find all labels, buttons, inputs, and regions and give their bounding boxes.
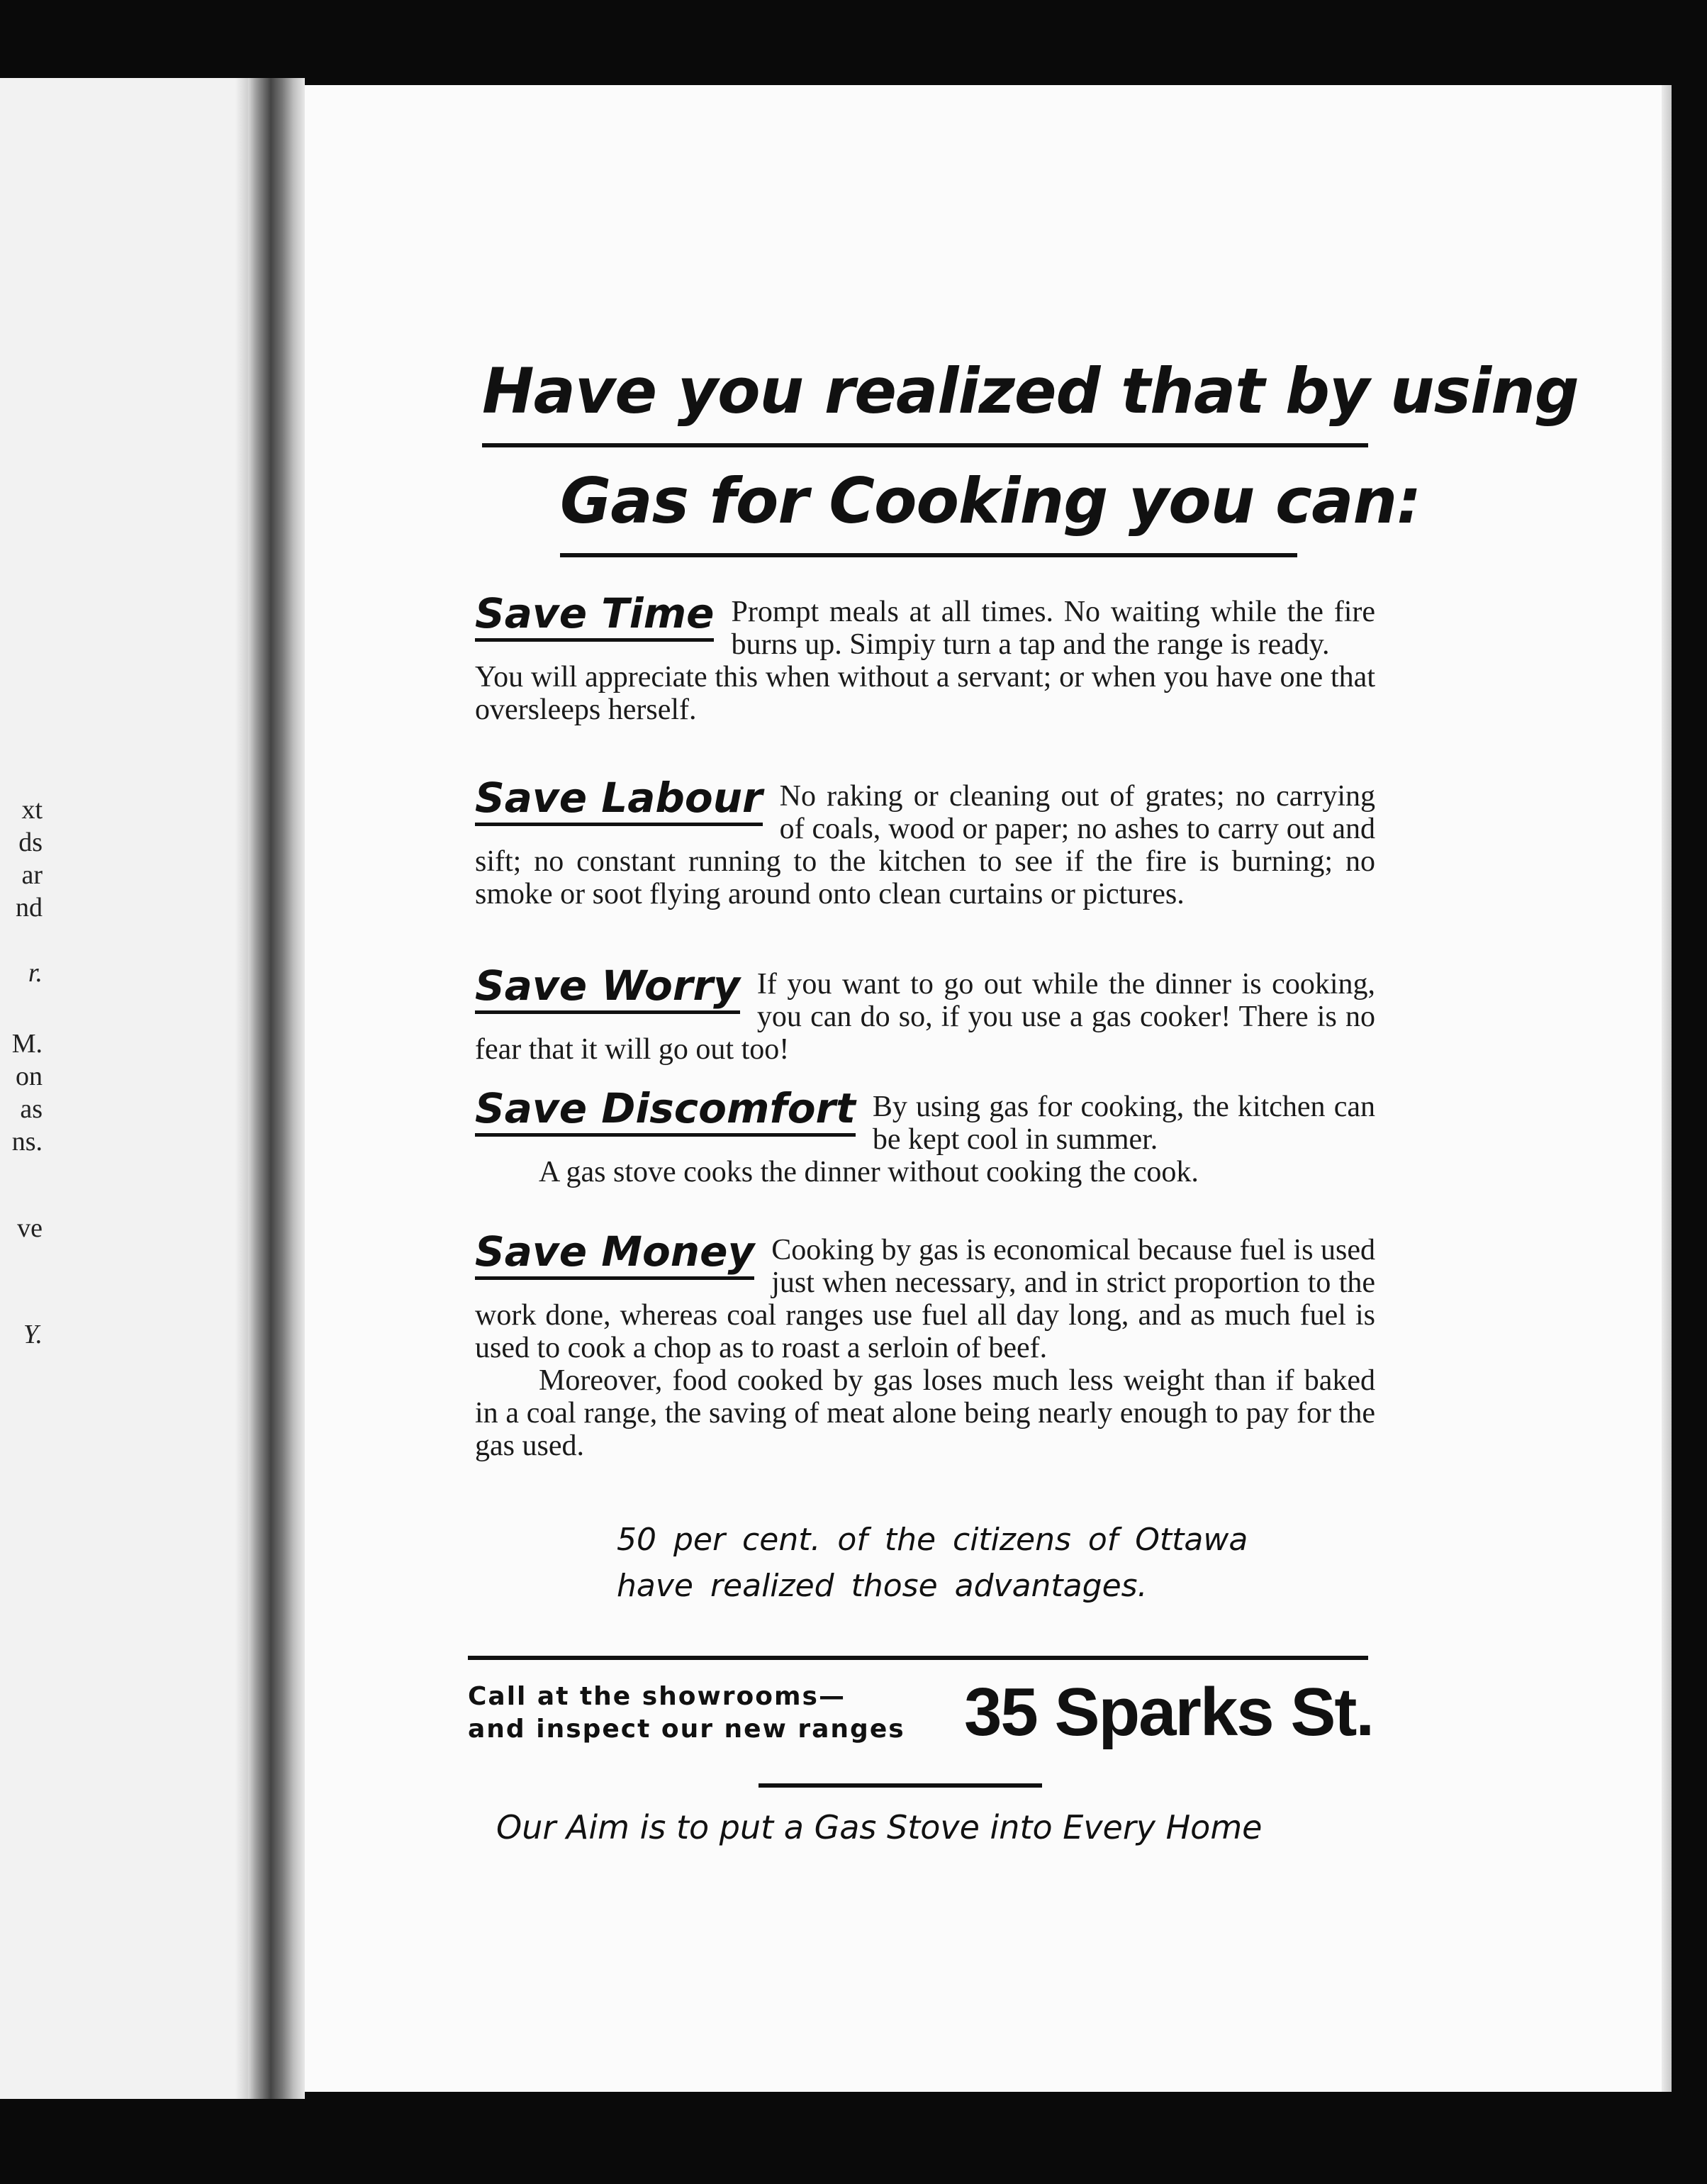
- left-page-edge: [235, 78, 248, 2099]
- company-aim: Our Aim is to put a Gas Stove into Every Home: [496, 1808, 1263, 1846]
- left-page-fragment: M.: [11, 1029, 43, 1059]
- section-save-labour: [475, 774, 1375, 910]
- left-page-fragment: xt: [21, 795, 43, 825]
- headline-rule: [482, 443, 1368, 447]
- call-to-action: [468, 1681, 964, 1746]
- left-page-fragment: ds: [18, 828, 43, 857]
- left-page-fragment: on: [16, 1062, 43, 1091]
- divider-rule: [468, 1656, 1368, 1660]
- section-title: Save Discomfort: [475, 1085, 856, 1137]
- left-page-fragment: r.: [28, 958, 43, 988]
- section-title: Save Labour: [475, 774, 763, 826]
- section-paragraph: You will appreciate this when without a servant; or when you have one that oversleeps herself.: [475, 661, 1375, 726]
- call-line-2: and inspect our new ranges: [468, 1715, 905, 1744]
- divider-rule-short: [759, 1783, 1042, 1788]
- call-line-1: Call at the showrooms—: [468, 1682, 846, 1711]
- section-save-discomfort: [475, 1084, 1375, 1188]
- left-page-fragment: as: [20, 1094, 43, 1124]
- left-page-fragment: Y.: [23, 1320, 43, 1349]
- book-gutter: [248, 78, 305, 2099]
- showroom-address: 35 Sparks St.: [964, 1674, 1373, 1750]
- left-page-fragment: nd: [16, 893, 43, 923]
- section-save-time: [475, 589, 1375, 726]
- section-paragraph: A gas stove cooks the dinner without cooking the cook.: [539, 1156, 1199, 1188]
- section-title: Save Money: [475, 1228, 754, 1280]
- section-paragraph: Prompt meals at all times. No waiting while the fire burns up. Simpiy turn a tap and the range is ready.: [731, 596, 1375, 661]
- section-paragraph: If you want to go out while the dinner is cooking, you can do so, if you use a gas cooker! There is no fear that it will go out too!: [475, 968, 1375, 1066]
- section-title: Save Worry: [475, 962, 740, 1014]
- section-paragraph: By using gas for cooking, the kitchen can be kept cool in summer.: [872, 1091, 1375, 1156]
- section-paragraph: Cooking by gas is economical because fuel is used just when necessary, and in strict proportion to the work done, whereas coal ranges use fuel all day long, and as much fuel is used to cook a chop as to roast a serloin of beef.: [475, 1234, 1375, 1364]
- left-page-fragment: ns.: [11, 1127, 43, 1157]
- slogan-line-1: 50 per cent. of the citizens of Ottawa: [617, 1522, 1248, 1558]
- section-paragraph: Moreover, food cooked by gas loses much less weight than if baked in a coal range, the saving of meat alone being nearly enough to pay for the gas used.: [475, 1364, 1375, 1462]
- advertisement-page: [305, 85, 1672, 2092]
- left-page: [0, 78, 248, 2099]
- section-save-money: [475, 1227, 1375, 1462]
- slogan-line-2: have realized those advantages.: [617, 1568, 1148, 1604]
- left-page-fragment: ve: [17, 1213, 43, 1243]
- left-page-fragment: ar: [21, 860, 43, 890]
- section-save-worry: [475, 962, 1375, 1066]
- headline-rule: [560, 553, 1297, 557]
- headline-line-2: Gas for Cooking you can:: [560, 464, 1421, 537]
- section-paragraph: No raking or cleaning out of grates; no carrying of coals, wood or paper; no ashes to carry out and sift; no constant running to the kitchen to see if the fire is burning; no smoke or soot flying around onto clean curtains or pictures.: [475, 780, 1375, 910]
- section-title: Save Time: [475, 590, 714, 642]
- headline-line-1: Have you realized that by using: [482, 355, 1579, 428]
